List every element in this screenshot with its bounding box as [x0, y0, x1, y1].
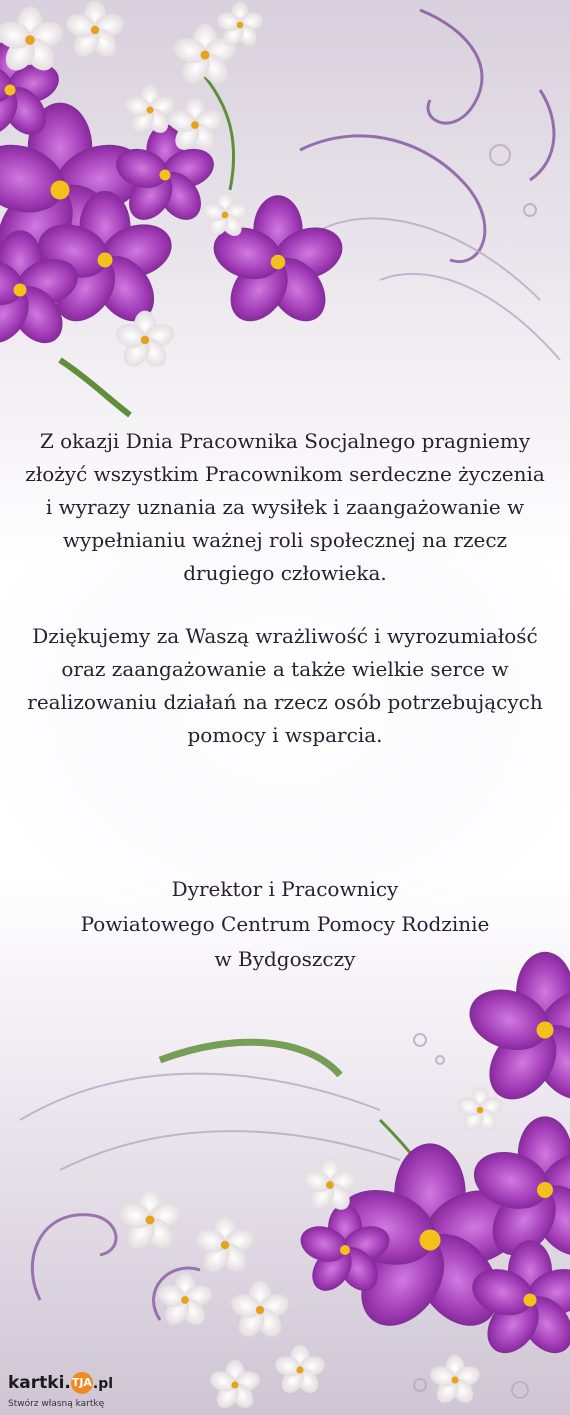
- message-paragraph-1: Z okazji Dnia Pracownika Socjalnego pragniemy złożyć wszystkim Pracownikom serdeczne życzenia i wyrazy uznania za wysiłek i zaangażowanie w wypełnianiu ważnej roli społecznej na rzecz drugiego człowieka.: [25, 429, 545, 585]
- greeting-message: [20, 425, 550, 752]
- message-paragraph-2: Dziękujemy za Waszą wrażliwość i wyrozumiałość oraz zaangażowanie a także wielkie serce w realizowaniu działań na rzecz osób potrzebujących pomocy i wsparcia.: [27, 624, 543, 747]
- signature-line-1: Dyrektor i Pracownicy: [171, 877, 399, 901]
- signature-line-3: w Bydgoszczy: [214, 947, 356, 971]
- logo-badge-icon: TJA: [71, 1372, 93, 1394]
- logo-tld: .pl: [92, 1376, 114, 1392]
- signature-line-2: Powiatowego Centrum Pomocy Rodzinie: [80, 912, 490, 936]
- logo-brand: kartki.: [8, 1373, 71, 1393]
- signature: [20, 872, 550, 977]
- site-logo[interactable]: [8, 1372, 118, 1412]
- logo-wordmark: [8, 1372, 113, 1394]
- logo-tagline: Stwórz własną kartkę: [8, 1399, 105, 1409]
